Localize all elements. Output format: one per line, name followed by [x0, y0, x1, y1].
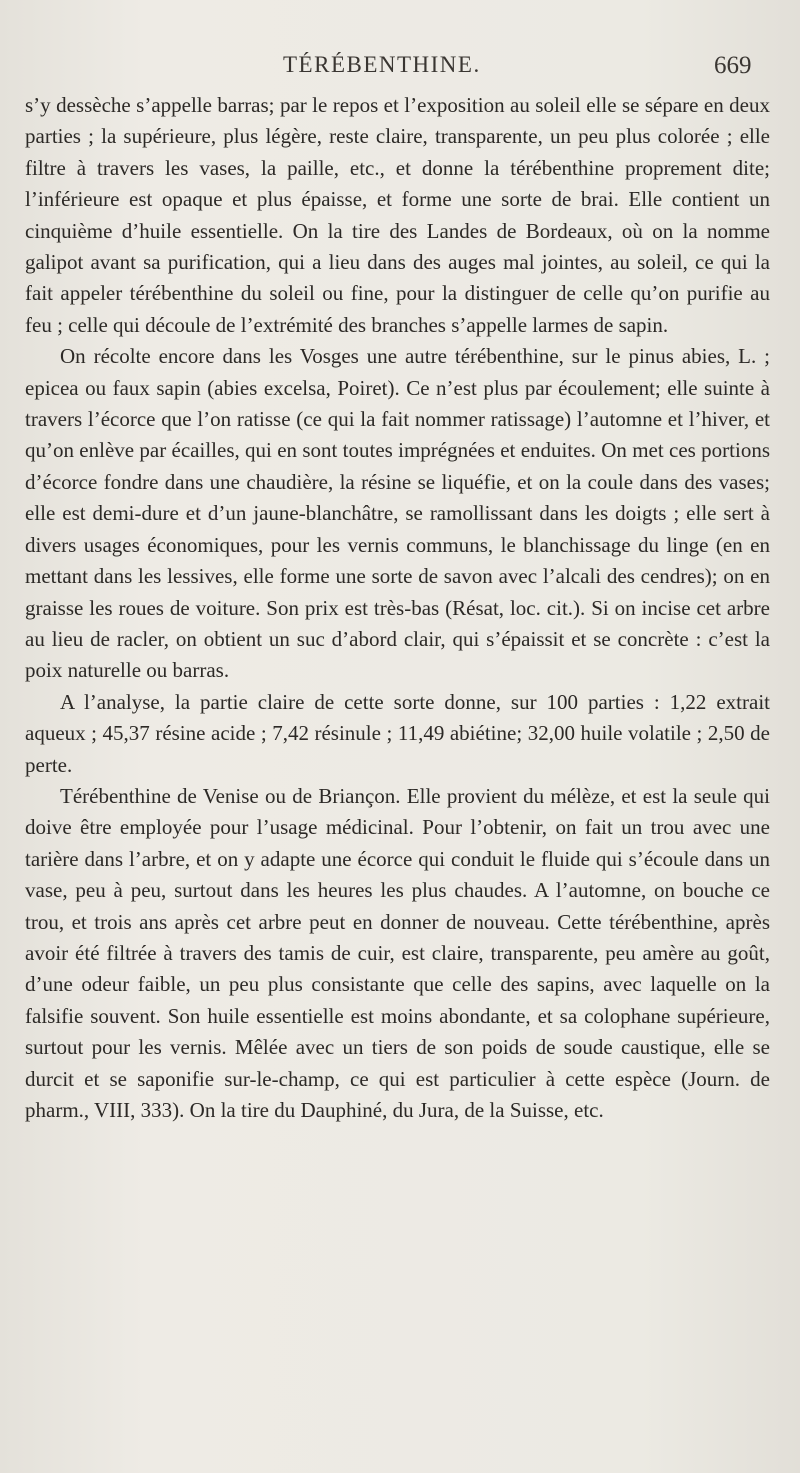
- running-title: TÉRÉBENTHINE.: [283, 52, 481, 77]
- paragraph-2: On récolte encore dans les Vosges une autre térébenthine, sur le pinus abies, L. ; epicea ou faux sapin (abies excelsa, Poiret). Ce n’est plus par écoulement; elle suinte à travers l’écorce que l’on ratisse (ce qui la fait nommer ratissage) l’automne et l’hiver, et qu’on enlève par écailles, qui en sont toutes imprégnées et enduites. On met ces portions d’écorce fondre dans une chaudière, la résine se liquéfie, et on la coule dans des vases; elle est demi-dure et d’un jaune-blanchâtre, se ramollissant dans les doigts ; elle sert à divers usages économiques, pour les vernis communs, le blanchissage du linge (en en mettant dans les lessives, elle forme une sorte de savon avec l’alcali des cendres); on en graisse les roues de voiture. Son prix est très-bas (Résat, loc. cit.). Si on incise cet arbre au lieu de racler, on obtient un suc d’abord clair, qui s’épaissit et se concrète : c’est la poix naturelle ou barras.: [25, 344, 770, 683]
- body-text: [25, 90, 770, 1126]
- page-number: 669: [714, 52, 752, 79]
- page-header: [0, 52, 800, 86]
- paragraph-1: s’y dessèche s’appelle barras; par le repos et l’exposition au soleil elle se sépare en deux parties ; la supérieure, plus légère, reste claire, transparente, un peu plus colorée ; elle filtre à travers les vases, la paille, etc., et donne la térébenthine proprement dite; l’inférieure est opaque et plus épaisse, et forme une sorte de brai. Elle contient un cinquième d’huile essentielle. On la tire des Landes de Bordeaux, où on la nomme galipot avant sa purification, qui a lieu dans des auges mal jointes, au soleil, ce qui la fait appeler térébenthine du soleil ou fine, pour la distinguer de celle qu’on purifie au feu ; celle qui découle de l’extrémité des branches s’appelle larmes de sapin.: [25, 93, 770, 337]
- paragraph-4: Térébenthine de Venise ou de Briançon. Elle provient du mélèze, et est la seule qui doive être employée pour l’usage médicinal. Pour l’obtenir, on fait un trou avec une tarière dans l’arbre, et on y adapte une écorce qui conduit le fluide qui s’écoule dans un vase, peu à peu, surtout dans les heures les plus chaudes. A l’automne, on bouche ce trou, et trois ans après cet arbre peut en donner de nouveau. Cette térébenthine, après avoir été filtrée à travers des tamis de cuir, est claire, transparente, peu amère au goût, d’une odeur faible, un peu plus consistante que celle des sapins, avec laquelle on la falsifie souvent. Son huile essentielle est moins abondante, et sa colophane supérieure, surtout pour les vernis. Mêlée avec un tiers de son poids de soude caustique, elle se durcit et se saponifie sur-le-champ, ce qui est particulier à cette espèce (Journ. de pharm., VIII, 333). On la tire du Dauphiné, du Jura, de la Suisse, etc.: [25, 783, 770, 1122]
- paragraph-3: A l’analyse, la partie claire de cette sorte donne, sur 100 parties : 1,22 extrait aqueux ; 45,37 résine acide ; 7,42 résinule ; 11,49 abiétine; 32,00 huile volatile ; 2,50 de perte.: [25, 689, 770, 777]
